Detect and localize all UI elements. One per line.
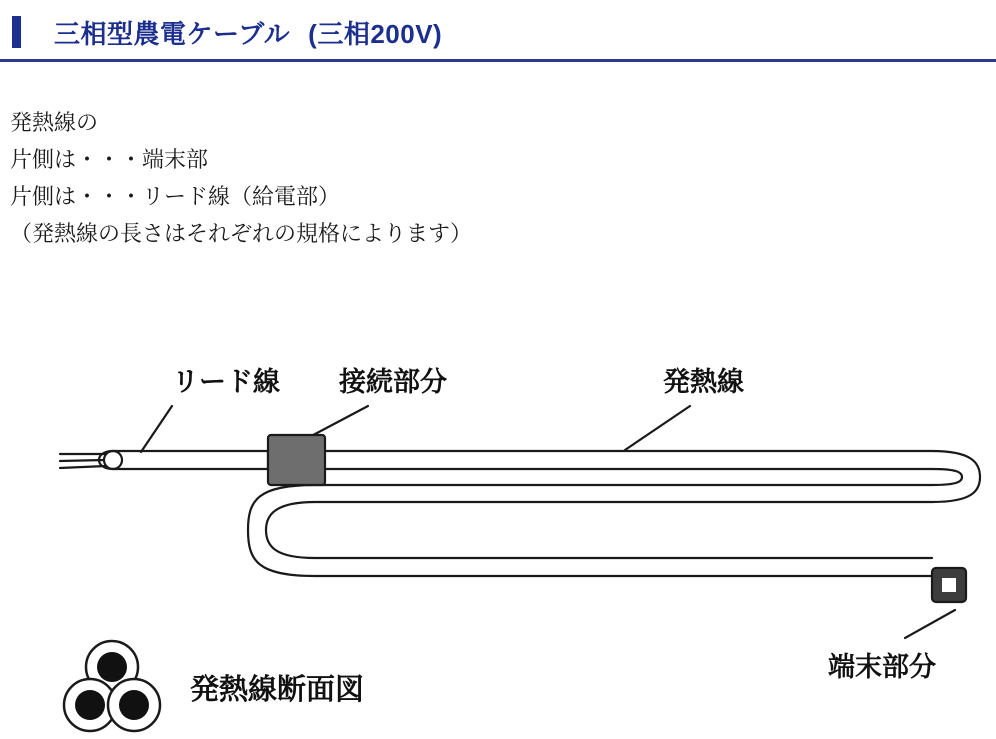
leader-line-lead-wire bbox=[141, 406, 172, 452]
page-title-main: 三相型農電ケーブル bbox=[54, 19, 291, 49]
lead-wire-end-ring bbox=[104, 451, 122, 469]
cable-diagram bbox=[0, 330, 996, 739]
intro-line-2: 片側は・・・端末部 bbox=[10, 147, 209, 172]
label-cross-section: 発熱線断面図 bbox=[190, 674, 365, 706]
intro-line-1: 発熱線の bbox=[10, 110, 99, 135]
lead-strand-bottom bbox=[60, 466, 106, 468]
label-heating-wire: 発熱線 bbox=[663, 367, 744, 397]
leader-line-heating-wire bbox=[625, 406, 690, 450]
cross-section-core-right bbox=[119, 690, 149, 720]
label-joint: 接続部分 bbox=[339, 367, 447, 397]
header-accent-bar bbox=[12, 16, 21, 48]
cross-section-core-top bbox=[97, 652, 127, 682]
label-lead-wire: リード線 bbox=[172, 367, 280, 397]
intro-text-block bbox=[10, 104, 472, 252]
leader-line-terminal bbox=[905, 610, 955, 638]
cross-section-core-left bbox=[75, 690, 105, 720]
page-title-sub: (三相200V) bbox=[308, 19, 443, 49]
joint-box bbox=[268, 435, 325, 485]
page-header bbox=[0, 0, 996, 62]
label-terminal: 端末部分 bbox=[828, 652, 936, 682]
terminal-cap-inner-square bbox=[942, 578, 956, 592]
intro-line-3: 片側は・・・リード線（給電部） bbox=[10, 184, 341, 209]
lead-strand-mid bbox=[60, 460, 104, 461]
heating-cable-inner-outline bbox=[248, 469, 962, 576]
page-title bbox=[54, 14, 442, 51]
lead-wire-sheath bbox=[99, 451, 268, 469]
intro-line-4: （発熱線の長さはそれぞれの規格によります） bbox=[10, 221, 473, 246]
heating-cable-outer-outline bbox=[266, 451, 980, 558]
